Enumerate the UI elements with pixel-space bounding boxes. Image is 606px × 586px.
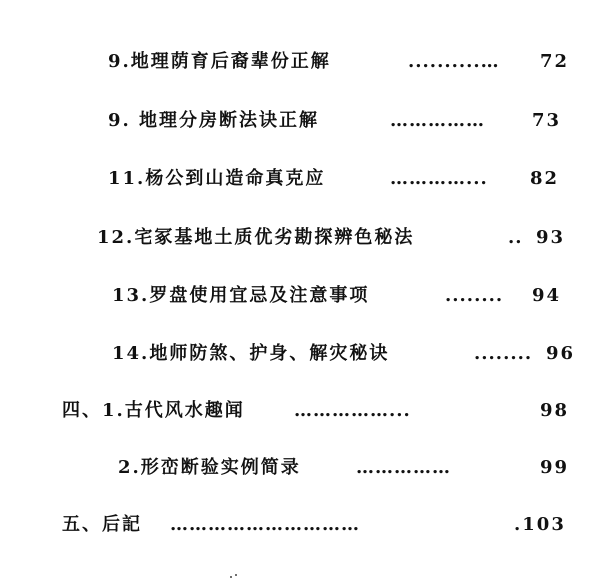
toc-entry-label: 13.罗盘使用宜忌及注意事项	[112, 285, 370, 306]
toc-entry	[0, 280, 606, 312]
toc-entry-label: 9.地理荫育后裔辈份正解	[108, 51, 331, 72]
toc-entry-page: 72	[540, 51, 570, 72]
toc-entry	[0, 338, 606, 370]
toc-entry	[0, 105, 606, 137]
toc-entry-label: 五、后記	[62, 514, 142, 535]
toc-entry-page: 98	[540, 400, 570, 421]
toc-entry-page: 94	[532, 285, 562, 306]
toc-entry-leader: ……………	[390, 110, 485, 131]
scan-specks	[230, 574, 240, 580]
toc-entry	[0, 46, 606, 78]
toc-entry-leader: …………...	[390, 168, 488, 189]
toc-entry-page: 99	[540, 457, 570, 478]
toc-entry-label: 四、1.古代风水趣闻	[62, 400, 245, 421]
toc-entry-leader: ..........…	[408, 51, 500, 72]
toc-entry-label: 14.地师防煞、护身、解灾秘诀	[112, 343, 390, 364]
toc-entry-page: 73	[532, 110, 562, 131]
toc-entry-label: 12.宅冢基地土质优劣勘探辨色秘法	[97, 227, 415, 248]
toc-entry-label: 11.杨公到山造命真克应	[108, 168, 326, 189]
toc-entry-leader: ..	[508, 227, 523, 248]
toc-entry-leader: ……………...	[294, 400, 411, 421]
toc-entry-page: 82	[530, 168, 560, 189]
toc-entry	[0, 395, 606, 427]
toc-entry	[0, 163, 606, 195]
toc-entry-label: 9. 地理分房断法诀正解	[108, 110, 320, 131]
toc-entry	[0, 509, 606, 541]
toc-entry-leader: ……………	[356, 457, 451, 478]
toc-entry	[0, 452, 606, 484]
toc-entry-page: 96	[546, 343, 576, 364]
toc-entry-leader: ........	[474, 343, 533, 364]
toc-entry	[0, 222, 606, 254]
toc-entry-page: .103	[514, 514, 566, 535]
toc-entry-label: 2.形峦断验实例简录	[118, 457, 301, 478]
toc-entry-leader: …………………………	[170, 514, 360, 535]
toc-entry-leader: ........	[445, 285, 504, 306]
toc-entry-page: 93	[536, 227, 566, 248]
